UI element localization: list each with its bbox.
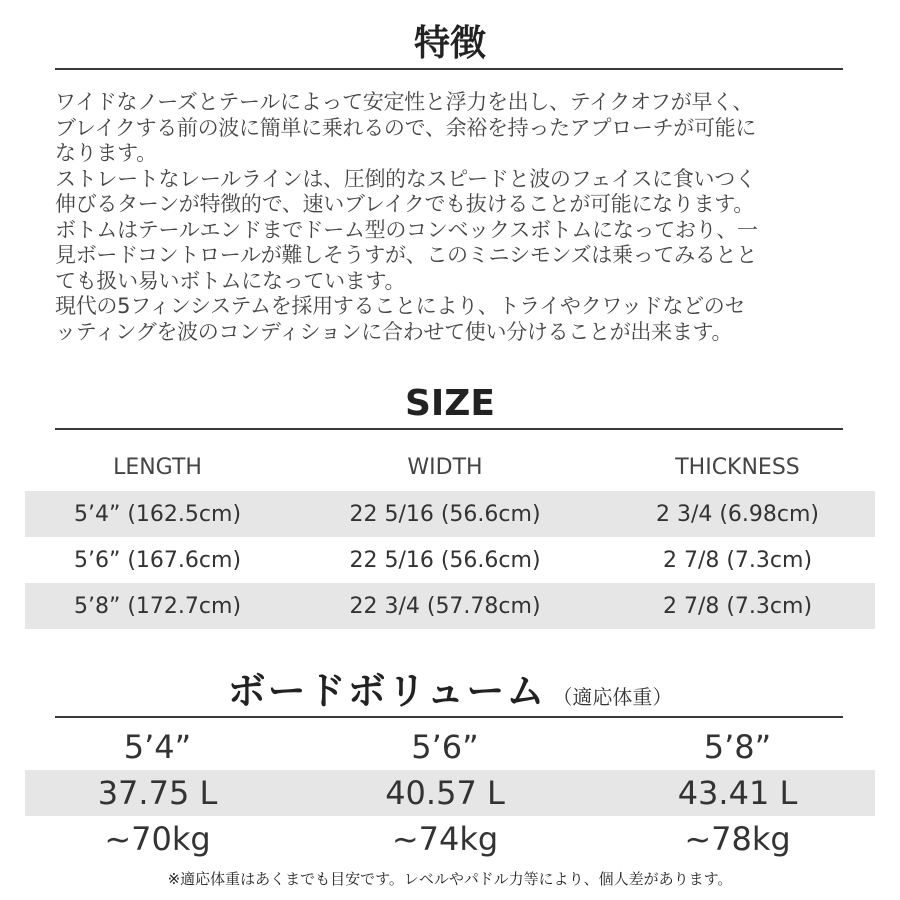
volume-divider	[55, 716, 843, 718]
size-thickness-cell: 2 3/4 (6.98cm)	[655, 501, 820, 527]
volume-length-cell: 5’4”	[123, 728, 192, 766]
features-line: ワイドなノーズとテールによって安定性と浮力を出し、テイクオフが早く、	[55, 90, 754, 114]
features-line: ッティングを波のコンディションに合わせて使い分けることが出来ます。	[55, 319, 733, 344]
size-width-cell: 22 3/4 (57.78cm)	[349, 593, 541, 619]
volume-weight-cell: ~74kg	[391, 820, 499, 858]
size-header-width: WIDTH	[407, 454, 483, 480]
size-width-cell: 22 5/16 (56.6cm)	[349, 501, 541, 527]
volume-subtitle: （適応体重）	[552, 685, 673, 709]
size-length-cell: 5’6” (167.6cm)	[73, 547, 242, 573]
volume-length-row	[25, 724, 875, 770]
volume-heading	[0, 660, 900, 715]
size-header-length: LENGTH	[113, 454, 202, 480]
features-line: ストレートなレールラインは、圧倒的なスピードと波のフェイスに食いつく	[55, 166, 756, 191]
features-line: ても扱い易いボトムになっています。	[55, 268, 406, 293]
volume-liters-cell: 37.75 L	[97, 774, 218, 812]
size-thickness-cell: 2 7/8 (7.3cm)	[662, 547, 813, 573]
volume-table	[25, 724, 875, 862]
size-table	[25, 443, 875, 629]
size-header-thickness: THICKNESS	[675, 454, 800, 480]
features-line: 現代の5フィンシステムを採用することにより、トライやクワッドなどのセ	[55, 294, 746, 318]
volume-weight-cell: ~78kg	[684, 820, 791, 858]
features-divider	[55, 68, 843, 70]
size-length-cell: 5’8” (172.7cm)	[73, 593, 242, 619]
features-title: 特徴	[413, 23, 486, 64]
size-header-row	[25, 443, 875, 491]
size-row	[25, 491, 875, 537]
volume-weight-row	[25, 816, 875, 862]
features-line: ブレイクする前の波に簡単に乗れるので、余裕を持ったアプローチが可能に	[55, 115, 757, 140]
size-divider	[55, 428, 843, 430]
size-thickness-cell: 2 7/8 (7.3cm)	[662, 593, 813, 619]
volume-liters-cell: 43.41 L	[677, 774, 798, 812]
volume-title: ボードボリューム	[227, 669, 547, 713]
features-description	[55, 90, 855, 345]
size-row	[25, 537, 875, 583]
volume-weight-cell: ~70kg	[104, 820, 211, 858]
features-line: 伸びるターンが特徴的で、速いブレイクでも抜けることが可能になります。	[55, 192, 754, 216]
volume-liters-row	[25, 770, 875, 816]
size-length-cell: 5’4” (162.5cm)	[73, 501, 242, 527]
footnote: ※適応体重はあくまでも目安です。レベルやパドル力等により、個人差があります。	[167, 870, 733, 888]
size-title: SIZE	[404, 383, 496, 424]
features-line: なります。	[55, 141, 157, 165]
features-line: 見ボードコントロールが難しそうすが、このミニシモンズは乗ってみるとと	[55, 243, 757, 267]
volume-length-cell: 5’6”	[411, 728, 479, 766]
size-width-cell: 22 5/16 (56.6cm)	[349, 547, 541, 573]
features-line: ボトムはテールエンドまでドーム型のコンベックスボトムになっており、一	[55, 217, 758, 242]
size-row	[25, 583, 875, 629]
volume-liters-cell: 40.57 L	[385, 774, 505, 812]
volume-length-cell: 5’8”	[703, 728, 772, 766]
